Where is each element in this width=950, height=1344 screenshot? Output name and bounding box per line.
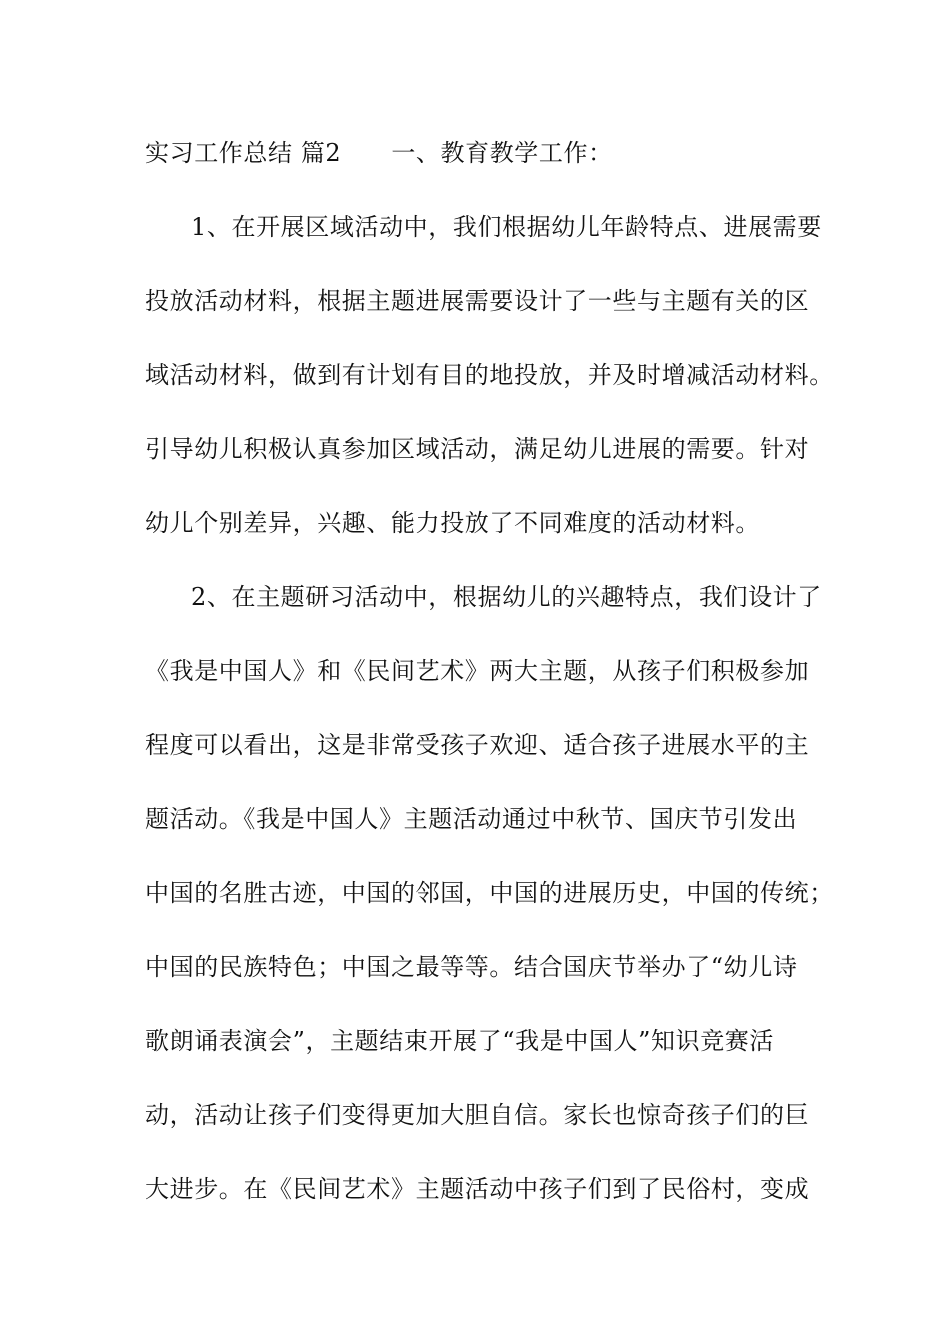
document-heading-line xyxy=(145,128,835,202)
paragraph-2-line-4: 题活动。《我是中国人》主题活动通过中秋节、国庆节引发出 xyxy=(145,805,798,833)
paragraph-1-line-4: 引导幼儿积极认真参加区域活动，满足幼儿进展的需要。针对 xyxy=(145,435,810,463)
paragraph-2-line-2: 《我是中国人》和《民间艺术》两大主题，从孩子们积极参加 xyxy=(145,657,810,685)
paragraph-1-line-1: 1、在开展区域活动中，我们根据幼儿年龄特点、进展需要 xyxy=(191,213,822,241)
document-page xyxy=(145,128,835,1238)
paragraph-2-line-5: 中国的名胜古迹，中国的邻国，中国的进展历史，中国的传统； xyxy=(145,879,834,907)
paragraph-1-line-5: 幼儿个别差异，兴趣、能力投放了不同难度的活动材料。 xyxy=(145,509,760,537)
paragraph-2-line-9: 大进步。在《民间艺术》主题活动中孩子们到了民俗村，变成 xyxy=(145,1175,810,1203)
paragraph-2-line-6: 中国的民族特色；中国之最等等。结合国庆节举办了“幼儿诗 xyxy=(145,953,798,981)
paragraph-1-line-2: 投放活动材料，根据主题进展需要设计了一些与主题有关的区 xyxy=(145,287,810,315)
section-heading: 一、教育教学工作： xyxy=(391,139,613,167)
document-title: 实习工作总结 篇2 xyxy=(145,139,342,167)
paragraph-2-line-7: 歌朗诵表演会”，主题结束开展了“我是中国人”知识竞赛活 xyxy=(145,1027,775,1055)
paragraph-1-line-3: 域活动材料，做到有计划有目的地投放，并及时增减活动材料。 xyxy=(145,361,834,389)
paragraph-2-line-1: 2、在主题研习活动中，根据幼儿的兴趣特点，我们设计了 xyxy=(191,583,822,611)
paragraph-2-line-8: 动，活动让孩子们变得更加大胆自信。家长也惊奇孩子们的巨 xyxy=(145,1101,810,1129)
paragraph-2-line-3: 程度可以看出，这是非常受孩子欢迎、适合孩子进展水平的主 xyxy=(145,731,810,759)
